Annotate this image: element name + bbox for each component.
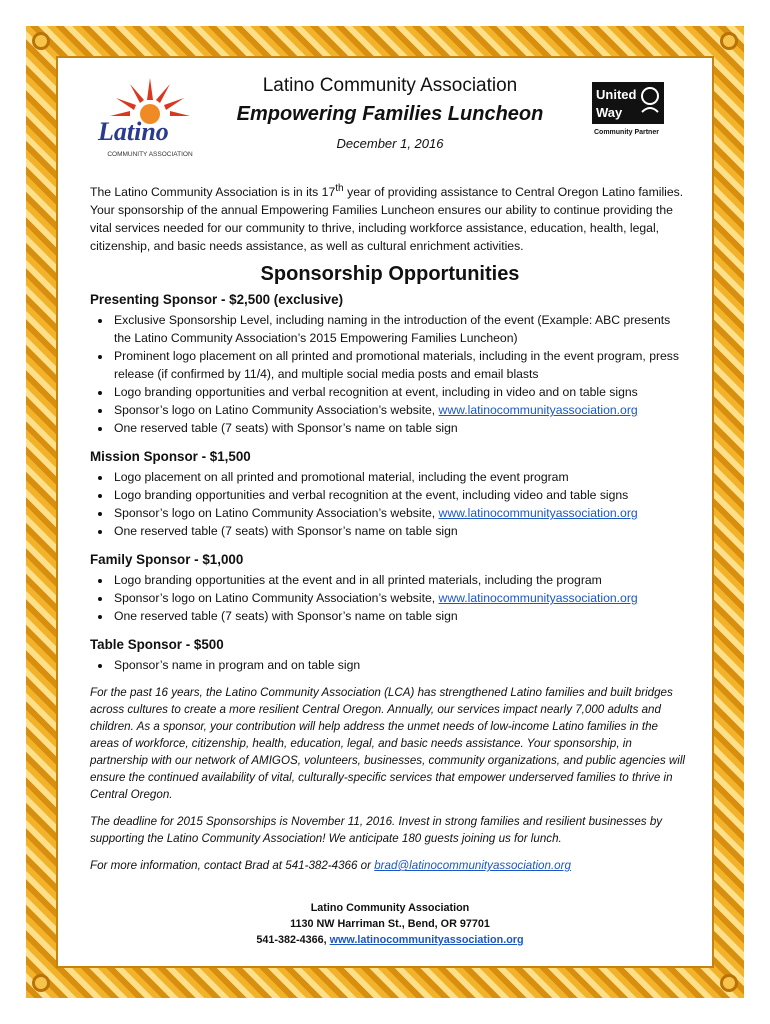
event-name: Empowering Families Luncheon [236, 103, 544, 125]
contact-paragraph [90, 857, 690, 874]
united-way-caption: Community Partner [594, 129, 659, 136]
list-item: • Logo branding opportunities at the event and in all printed materials, including the program [112, 571, 690, 589]
united-way-line1: United [596, 87, 637, 102]
list-item [112, 589, 690, 607]
list-item: • Exclusive Sponsorship Level, including naming in the introduction of the event (Example: ABC presents the Latino Community Association’s 2015 Empowering Families Luncheon) [112, 311, 690, 347]
mission-benefits-list [90, 468, 690, 540]
corner-ornament-top-left [26, 26, 56, 56]
intro-superscript: th [335, 183, 344, 194]
sponsorship-heading: Sponsorship Opportunities [260, 263, 520, 286]
org-name: Latino Community Association [262, 75, 518, 96]
contact-text: For more information, contact Brad at 541-382-4366 or [90, 859, 375, 873]
website-link[interactable]: www.latinocommunityassociation.org [438, 403, 638, 418]
list-item-text: Sponsor’s logo on Latino Community Association’s website, [114, 403, 439, 418]
list-item: • One reserved table (7 seats) with Sponsor’s name on table sign [112, 522, 690, 540]
footer-website-link[interactable]: www.latinocommunityassociation.org [329, 934, 524, 947]
table-sponsor-heading: Table Sponsor - $500 [90, 637, 224, 653]
list-item-text: Sponsor’s logo on Latino Community Association’s website, [114, 591, 439, 606]
intro-text-1: The Latino Community Association is in its 17 [90, 185, 336, 200]
list-item: • Prominent logo placement on all printed and promotional materials, including in the event program, press release (if confirmed by 11/4), and multiple social media posts and email blasts [112, 347, 690, 383]
website-link[interactable]: www.latinocommunityassociation.org [438, 506, 638, 521]
footer-address: 1130 NW Harriman St., Bend, OR 97701 [290, 918, 490, 931]
list-item: • Logo placement on all printed and promotional material, including the event program [112, 468, 690, 486]
website-link[interactable]: www.latinocommunityassociation.org [438, 591, 638, 606]
united-way-line2: Way [596, 105, 623, 120]
footer-org-name: Latino Community Association [310, 902, 470, 915]
latino-logo [90, 70, 210, 162]
list-item [112, 401, 690, 419]
presenting-sponsor-heading: Presenting Sponsor - $2,500 (exclusive) [90, 292, 344, 308]
list-item [112, 504, 690, 522]
deadline-paragraph: The deadline for 2015 Sponsorships is November 11, 2016. Invest in strong families and resilient businesses by supporting the Latino Community Association! We anticipate 180 guests joining us for lunch. [90, 815, 663, 846]
impact-paragraph: For the past 16 years, the Latino Community Association (LCA) has strengthened Latino families and built bridges across cultures to create a more resilient Central Oregon. Annually, our services impact nearly 7,000 adults and children. As a sponsor, your contribution will help address the unmet needs of low-income Latino families in the areas of workforce, citizenship, health, education, legal, and basic needs assistance. Your sponsorship, in partnership with our network of AMIGOS, volunteers, businesses, community organizations, and public agencies will ensure the continued availability of vital, culturally-specific services that empower underserved families to thrive in Central Oregon. [90, 686, 686, 802]
list-item: • Logo branding opportunities and verbal recognition at event, including in video and on table signs [112, 383, 690, 401]
intro-paragraph [90, 180, 690, 255]
family-benefits-list [90, 571, 690, 625]
document-content [90, 72, 690, 948]
list-item: • One reserved table (7 seats) with Sponsor’s name on table sign [112, 607, 690, 625]
corner-ornament-bottom-right [714, 968, 744, 998]
header [90, 72, 690, 172]
united-way-logo [590, 80, 670, 140]
presenting-benefits-list [90, 311, 690, 437]
event-date: December 1, 2016 [336, 136, 444, 151]
table-benefits-list [90, 656, 690, 674]
mission-sponsor-heading: Mission Sponsor - $1,500 [90, 449, 251, 465]
list-item: • One reserved table (7 seats) with Sponsor’s name on table sign [112, 419, 690, 437]
list-item-text: Sponsor’s logo on Latino Community Association’s website, [114, 506, 439, 521]
footer [90, 900, 690, 948]
footer-contact [90, 932, 690, 948]
list-item: • Sponsor’s name in program and on table sign [112, 656, 690, 674]
corner-ornament-bottom-left [26, 968, 56, 998]
corner-ornament-top-right [714, 26, 744, 56]
latino-logo-subtitle: COMMUNITY ASSOCIATION [107, 151, 193, 158]
latino-logo-word: Latino [98, 117, 169, 146]
list-item: • Logo branding opportunities and verbal recognition at the event, including video and table signs [112, 486, 690, 504]
header-titles [200, 74, 580, 151]
family-sponsor-heading: Family Sponsor - $1,000 [90, 552, 244, 568]
footer-phone: 541-382-4366, [256, 934, 330, 947]
email-link[interactable]: brad@latinocommunityassociation.org [374, 859, 571, 873]
intro-text-2: year of providing assistance to Central Oregon Latino families. Your sponsorship of the annual Empowering Families Luncheon ensures our ability to continue providing the vital services needed for our community to thrive, including workforce assistance, education, health, legal, citizenship, and basic needs assistance, as well as cultural enrichment activities. [90, 185, 684, 254]
